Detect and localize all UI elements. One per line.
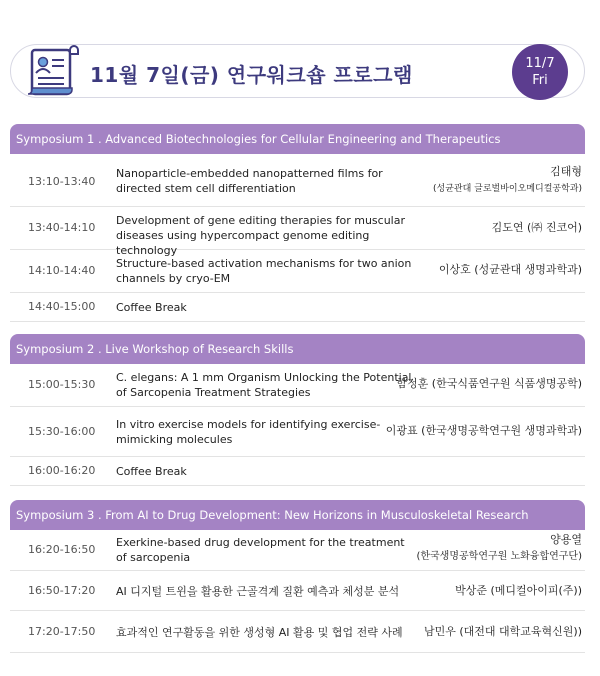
session-row [10,364,585,407]
session-topic: Nanoparticle-embedded nanopatterned films for directed stem cell differentiation [116,167,383,195]
session-time: 14:40-15:00 [28,300,96,313]
session-speaker: 김도연 (㈜ 진코어) [491,221,582,234]
session-time: 16:00-16:20 [28,464,96,477]
symposium-3-header: Symposium 3 . From AI to Drug Development: New Horizons in Musculoskeletal Research [10,500,585,530]
date-badge [512,44,568,100]
session-row [10,611,585,653]
symposium-1-header: Symposium 1 . Advanced Biotechnologies for Cellular Engineering and Therapeutics [10,124,585,154]
session-speaker: 이광표 (한국생명공학연구원 생명과학과) [385,424,582,437]
session-time: 16:20-16:50 [28,543,96,556]
session-topic: 효과적인 연구활동을 위한 생성형 AI 활용 및 협업 전략 사례 [116,626,403,639]
session-speaker: 남민우 (대전대 대학교육혁신원)) [423,625,582,638]
session-topic: Development of gene editing therapies for muscular diseases using hypercompact genome editing technology [116,214,405,257]
session-speaker: 이상호 (성균관대 생명과학과) [438,263,582,276]
session-topic: In vitro exercise models for identifying exercise-mimicking molecules [116,418,381,446]
page-title: 11월 7일(금) 연구워크숍 프로그램 [90,63,413,87]
session-topic: Coffee Break [116,301,187,314]
date-badge-date: 11/7 [525,56,555,71]
session-time: 13:40-14:10 [28,221,96,234]
session-speaker [433,165,582,196]
speaker-affiliation: (성균관대 글로벌바이오메디컬공학과) [433,184,582,194]
session-time: 17:20-17:50 [28,625,96,638]
session-speaker: 박상준 (메디컬아이피(주)) [455,584,582,597]
coffee-break-row [10,293,585,322]
session-time: 13:10-13:40 [28,175,96,188]
session-speaker: 함정훈 (한국식품연구원 식품생명공학) [396,377,582,390]
session-time: 15:00-15:30 [28,378,96,391]
date-badge-day: Fri [532,73,548,88]
session-row [10,530,585,571]
session-topic: Coffee Break [116,465,187,478]
session-topic: Structure-based activation mechanisms for two anion channels by cryo-EM [116,257,412,285]
document-list-icon [24,44,84,100]
speaker-name: 김태형 [550,165,582,178]
speaker-name: 양용열 [550,533,582,546]
session-time: 14:10-14:40 [28,264,96,277]
session-topic: Exerkine-based drug development for the treatment of sarcopenia [116,536,405,564]
session-topic: AI 디지털 트윈을 활용한 근골격계 질환 예측과 체성분 분석 [116,585,400,598]
session-time: 15:30-16:00 [28,425,96,438]
symposium-2-header: Symposium 2 . Live Workshop of Research Skills [10,334,585,364]
coffee-break-row [10,457,585,486]
session-row [10,154,585,207]
session-topic: C. elegans: A 1 mm Organism Unlocking the Potential of Sarcopenia Treatment Strategies [116,371,412,399]
session-time: 16:50-17:20 [28,584,96,597]
speaker-affiliation: (한국생명공학연구원 노화융합연구단) [416,551,582,562]
session-row [10,207,585,257]
session-speaker [416,533,582,564]
session-row [10,407,585,457]
session-row [10,250,585,293]
session-row [10,571,585,611]
